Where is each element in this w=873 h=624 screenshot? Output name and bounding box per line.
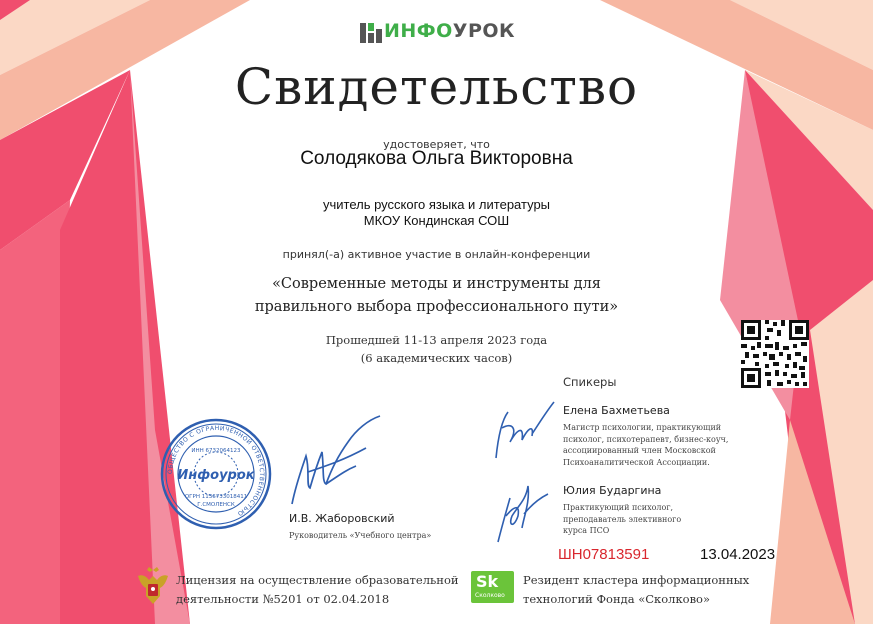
logo-icon <box>360 21 382 45</box>
stamp-ring-text: ОБЩЕСТВО С ОГРАНИЧЕННОЙ ОТВЕТСТВЕННОСТЬЮ <box>166 424 266 518</box>
director-role: Руководитель «Учебного центра» <box>289 531 432 540</box>
license-line1: Лицензия на осуществление образовательной <box>176 573 459 587</box>
stamp-city: Г.СМОЛЕНСК <box>197 502 235 508</box>
skolkovo-logo-sub: Сколково <box>475 592 505 599</box>
speaker-name-1: Елена Бахметьева <box>563 404 670 417</box>
skolkovo-text <box>523 571 749 609</box>
speaker-signature-1 <box>488 398 558 468</box>
director-name: И.В. Жаборовский <box>289 512 395 525</box>
speaker-desc-2-line: Практикующий психолог, <box>563 503 674 512</box>
speaker-desc-1-line: психолог, психотерапевт, бизнес-коуч, <box>563 434 729 444</box>
skolkovo-line2: технологий Фонда «Сколково» <box>523 592 711 606</box>
position-line2: МКОУ Кондинская СОШ <box>363 213 510 228</box>
speaker-signature-2 <box>488 476 554 546</box>
infourok-logo <box>360 18 520 46</box>
issue-date: 13.04.2023 <box>700 546 776 563</box>
speaker-desc-2-line: курса ПСО <box>563 526 610 535</box>
logo-part1: ИНФО <box>384 20 453 42</box>
speaker-desc-2 <box>563 502 681 537</box>
participation-text: принял(-а) активное участие в онлайн-конференции <box>282 248 591 261</box>
certifies-text: удостоверяет, что <box>383 138 490 151</box>
skolkovo-logo-main: Sk <box>476 572 499 591</box>
speaker-desc-1-line: Магистр психологии, практикующий <box>563 423 722 432</box>
license-line2: деятельности №5201 от 02.04.2018 <box>176 592 390 606</box>
speaker-desc-2-line: преподаватель элективного <box>563 514 682 524</box>
qr-code <box>741 320 809 388</box>
position-line1: учитель русского языка и литературы <box>322 197 551 212</box>
speaker-desc-1-line: Психоаналитической Ассоциации. <box>563 457 710 467</box>
license-text <box>176 571 459 609</box>
skolkovo-line1: Резидент кластера информационных <box>523 573 750 587</box>
speaker-name-2: Юлия Бударгина <box>563 484 662 497</box>
speaker-desc-1 <box>563 422 728 468</box>
company-stamp <box>160 418 272 530</box>
certificate-title: Свидетельство <box>234 58 639 116</box>
logo-part2: УРОК <box>452 20 516 42</box>
held-dates: Прошедшей 11-13 апреля 2023 года <box>325 333 548 347</box>
stamp-center: Инфоурок <box>177 468 255 483</box>
stamp-ogrn: ОГРН 1136733018411 <box>184 494 248 500</box>
director-signature <box>286 412 386 512</box>
speakers-heading: Спикеры <box>563 375 617 389</box>
academic-hours: (6 академических часов) <box>360 351 513 365</box>
recipient-name: Солодякова Ольга Викторовна <box>300 148 573 169</box>
skolkovo-logo <box>471 571 514 603</box>
conference-title-line2: правильного выбора профессионального пути» <box>254 299 619 315</box>
conference-title-line1: «Современные методы и инструменты для <box>272 276 601 292</box>
coat-of-arms-icon <box>136 566 170 606</box>
stamp-inn: ИНН 6732064123 <box>191 448 241 454</box>
certificate-number: ШН07813591 <box>558 546 650 563</box>
speaker-desc-1-line: ассоциированный член Московской <box>563 446 716 455</box>
